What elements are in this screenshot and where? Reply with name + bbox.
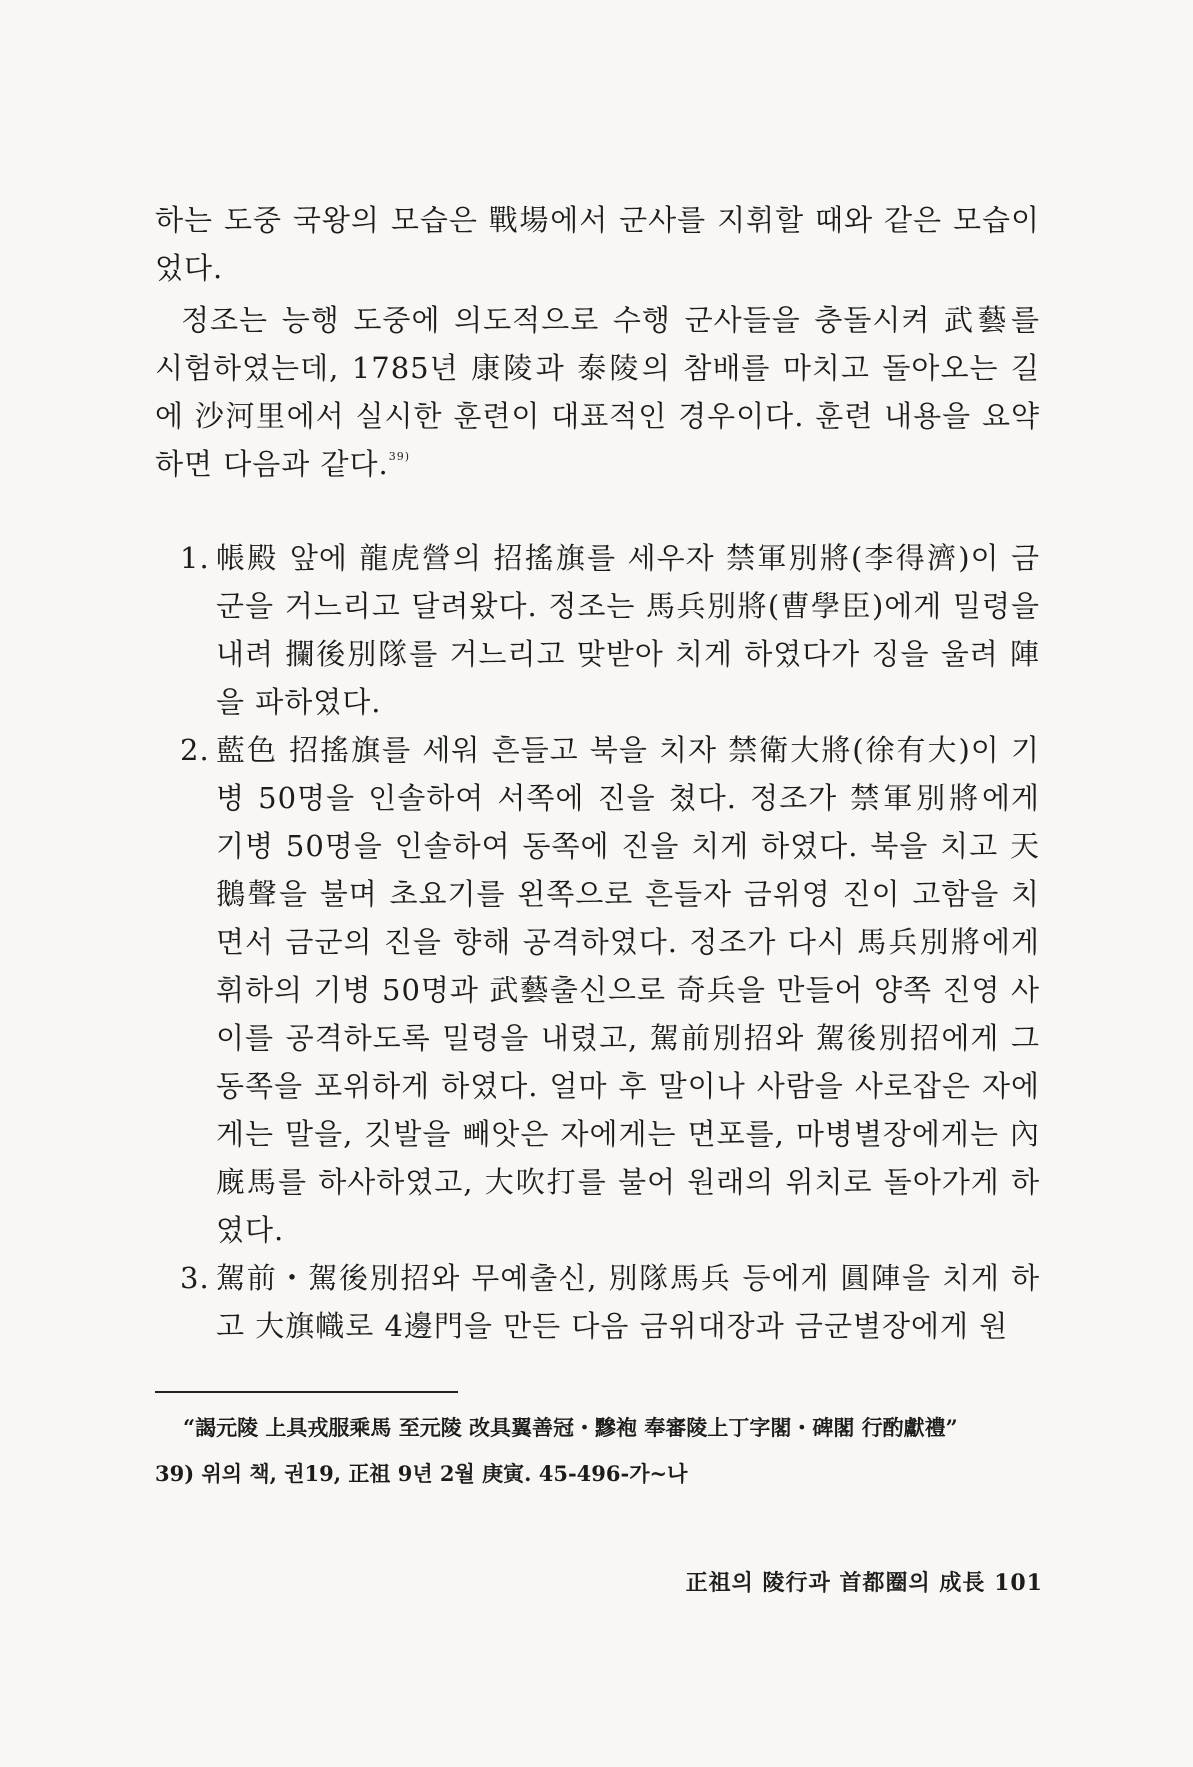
paragraph-2	[155, 296, 1040, 488]
list-item	[180, 1254, 1040, 1350]
paragraph-1-text: 하는 도중 국왕의 모습은 戰場에서 군사를 지휘할 때와 같은 모습이었다.	[155, 203, 1040, 285]
footnote-divider	[155, 1391, 458, 1393]
list-item-number: 2.	[180, 733, 210, 767]
list-item-number: 1.	[180, 541, 210, 575]
list-item	[180, 534, 1040, 726]
body-text	[155, 196, 1040, 488]
footnote-quote: “謁元陵 上具戎服乘馬 至元陵 改具翼善冠・黲袍 奉審陵上丁字閣・碑閣 行酌獻禮”	[183, 1415, 958, 1440]
list-item-number: 3.	[180, 1261, 210, 1295]
list-item-text: 駕前・駕後別招와 무예출신, 別隊馬兵 등에게 圓陣을 치게 하고 大旗幟로 4邊門을 만든 다음 금위대장과 금군별장에게 원	[216, 1261, 1040, 1343]
paragraph-2-text: 정조는 능행 도중에 의도적으로 수행 군사들을 충돌시켜 武藝를 시험하였는데, 1785년 康陵과 泰陵의 참배를 마치고 돌아오는 길에 沙河里에서 실시한 훈련이 대표적인 경우이다. 훈련 내용을 요약하면 다음과 같다.	[155, 303, 1040, 481]
footnote-39: 39) 위의 책, 권19, 正祖 9년 2월 庚寅. 45-496-가~나	[155, 1461, 688, 1486]
running-footer	[686, 1566, 1043, 1597]
footnote-ref-39[interactable]: 39)	[388, 450, 411, 463]
running-title: 正祖의 陵行과 首都圈의 成長	[685, 1570, 986, 1596]
training-list	[180, 534, 1040, 1350]
paragraph-1	[155, 196, 1040, 292]
list-item-text: 帳殿 앞에 龍虎營의 招搖旗를 세우자 禁軍別將(李得濟)이 금군을 거느리고 달려왔다. 정조는 馬兵別將(曹學臣)에게 밀령을 내려 攔後別隊를 거느리고 맞받아 치게 하였다가 징을 울려 陣을 파하였다.	[216, 541, 1040, 719]
list-item-text: 藍色 招搖旗를 세워 흔들고 북을 치자 禁衛大將(徐有大)이 기병 50명을 인솔하여 서쪽에 진을 쳤다. 정조가 禁軍別將에게 기병 50명을 인솔하여 동쪽에 진을 치게 하였다. 북을 치고 天鵝聲을 불며 초요기를 왼쪽으로 흔들자 금위영 진이 고함을 치면서 금군의 진을 향해 공격하였다. 정조가 다시 馬兵別將에게 휘하의 기병 50명과 武藝출신으로 奇兵을 만들어 양쪽 진영 사이를 공격하도록 밀령을 내렸고, 駕前別招와 駕後別招에게 그 동쪽을 포위하게 하였다. 얼마 후 말이나 사람을 사로잡은 자에게는 말을, 깃발을 빼앗은 자에게는 면포를, 마병별장에게는 內廐馬를 하사하였고, 大吹打를 불어 원래의 위치로 돌아가게 하였다.	[216, 733, 1040, 1247]
footnotes	[155, 1410, 1040, 1492]
page-number: 101	[994, 1570, 1043, 1596]
list-item	[180, 726, 1040, 1254]
